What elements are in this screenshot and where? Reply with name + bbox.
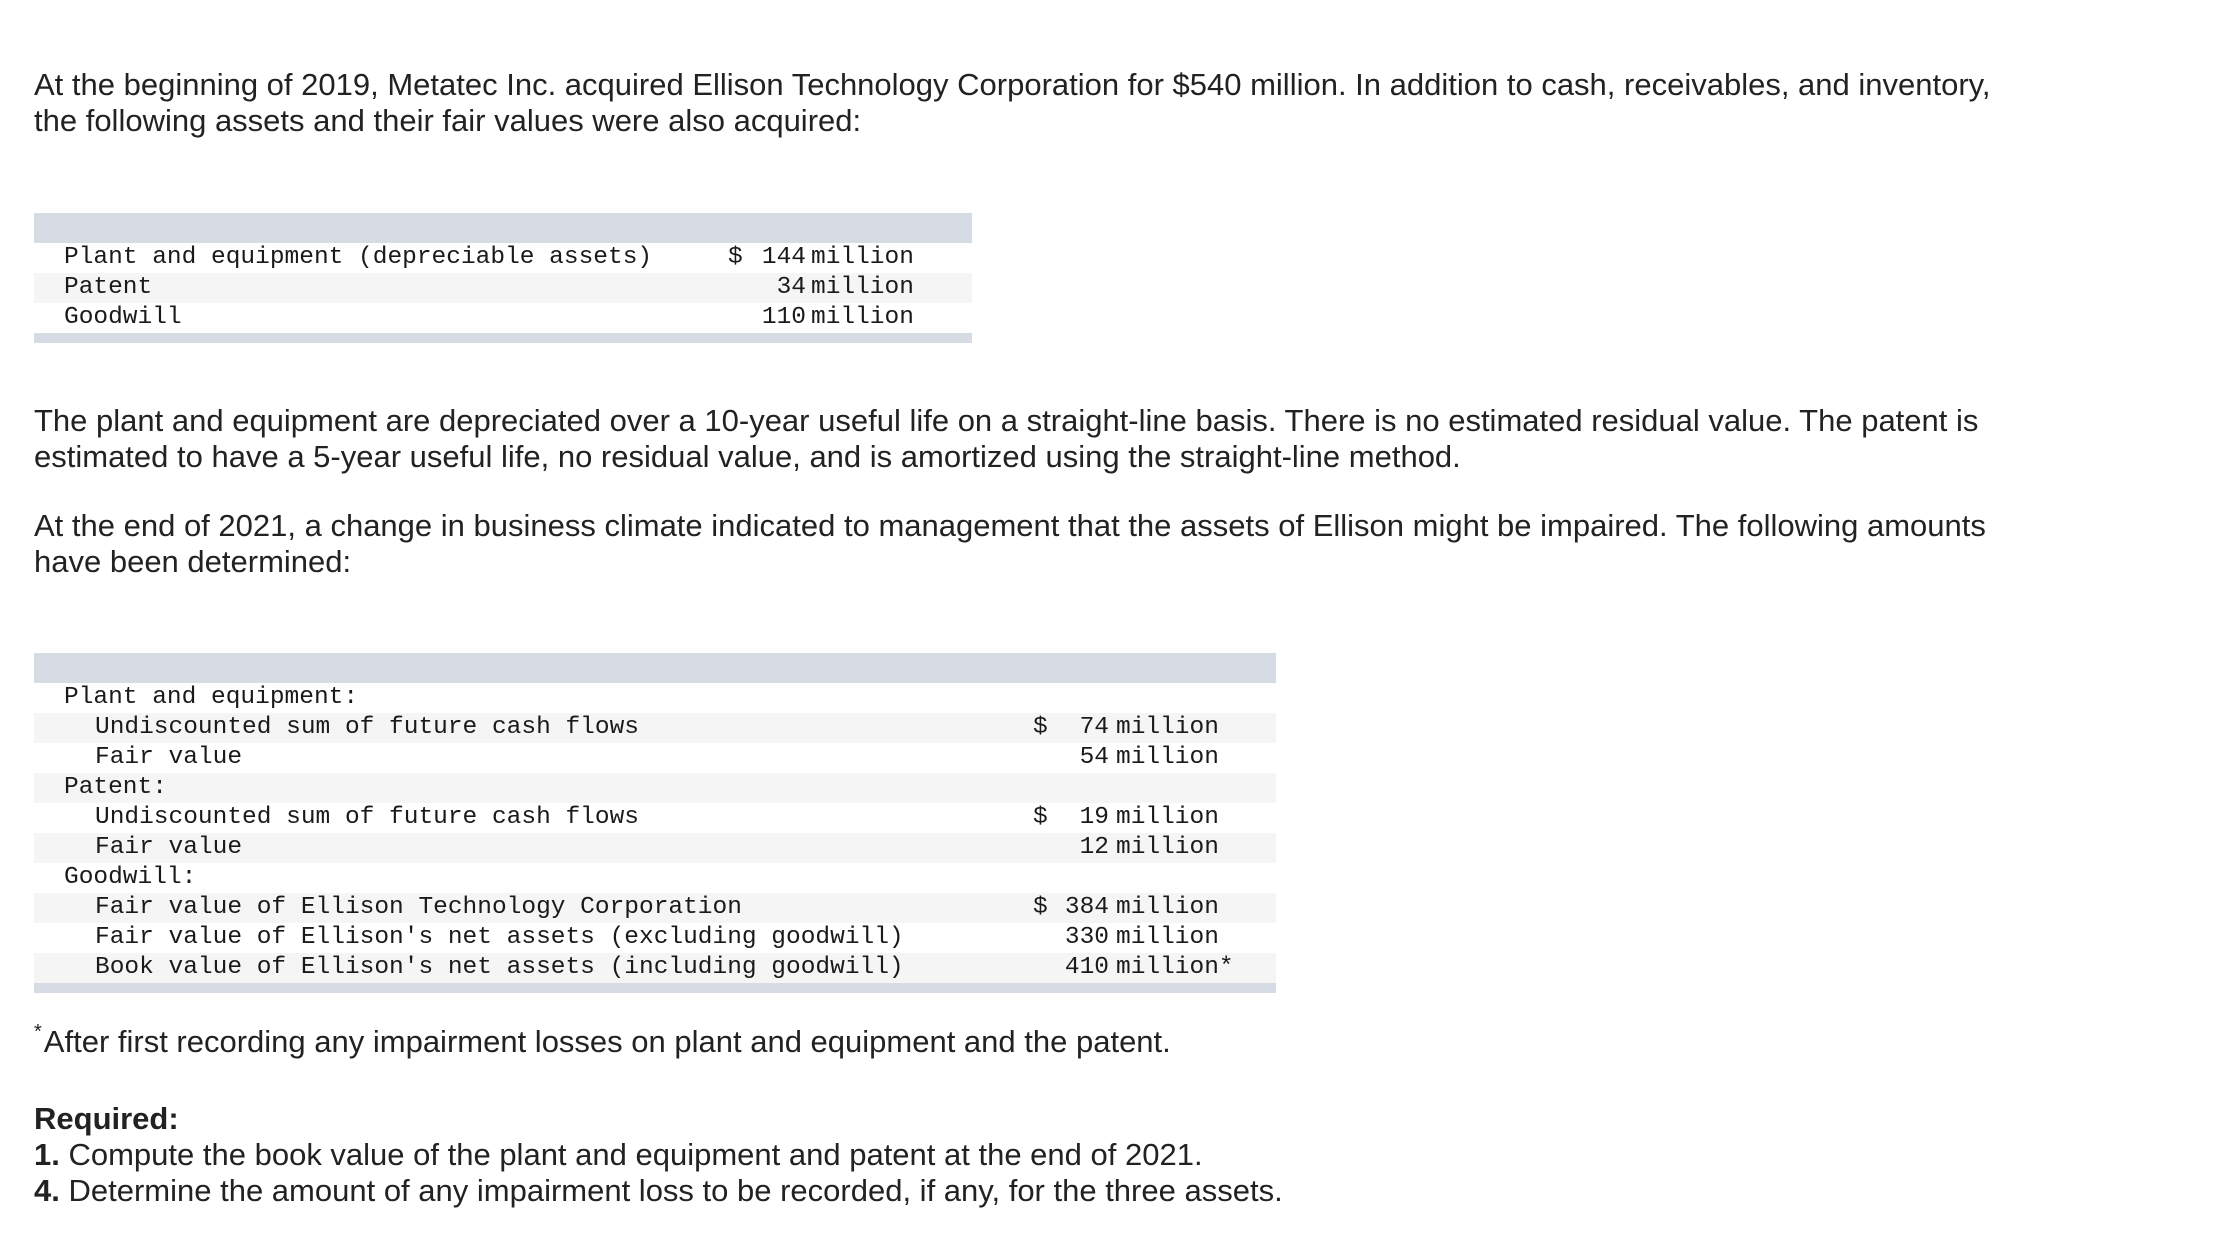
row-label: Undiscounted sum of future cash flows (95, 804, 639, 831)
section-label: Goodwill: (64, 864, 197, 891)
currency-symbol: $ (1033, 804, 1048, 831)
row-unit: million* (1116, 954, 1234, 981)
table-row (34, 713, 1276, 743)
row-label: Plant and equipment (depreciable assets) (64, 244, 653, 271)
row-label: Fair value (95, 744, 243, 771)
footnote-text: After first recording any impairment losses on plant and equipment and the patent. (43, 1024, 1171, 1059)
table-row (34, 743, 1276, 773)
required-label: Required: (34, 1101, 179, 1136)
row-amount: 34 (776, 274, 806, 301)
table-header-bar (34, 653, 1276, 683)
intro-paragraph: At the beginning of 2019, Metatec Inc. acquired Ellison Technology Corporation for $540 million. In addition to cash, receivables, and inventory, the following assets and their fair values were also acquired: (34, 67, 1991, 138)
row-amount: 330 (1064, 924, 1109, 951)
row-unit: million (811, 304, 914, 331)
table-row (34, 243, 972, 273)
table-row (34, 953, 1276, 983)
footnote (34, 1021, 1171, 1064)
table-header-bar (34, 213, 972, 243)
currency-symbol: $ (728, 244, 743, 271)
table-footer-bar (34, 333, 972, 343)
row-amount: 110 (761, 304, 806, 331)
requirement-text: Determine the amount of any impairment loss to be recorded, if any, for the three assets. (68, 1173, 1283, 1208)
row-unit: million (1116, 834, 1219, 861)
requirement-number: 4. (34, 1173, 60, 1208)
row-amount: 144 (761, 244, 806, 271)
table-row (34, 833, 1276, 863)
row-label: Book value of Ellison's net assets (including goodwill) (95, 954, 904, 981)
row-amount: 54 (1079, 744, 1109, 771)
requirement-item (34, 1137, 1203, 1173)
depreciation-paragraph: The plant and equipment are depreciated over a 10-year useful life on a straight-line basis. There is no estimated residual value. The patent is estimated to have a 5-year useful life, no residual value, and is amortized using the straight-line method. (34, 403, 1979, 474)
section-label: Patent: (64, 774, 167, 801)
row-unit: million (1116, 924, 1219, 951)
requirement-item (34, 1173, 1283, 1209)
table-row (34, 893, 1276, 923)
table-row (34, 773, 1276, 803)
row-amount: 74 (1079, 714, 1109, 741)
required-heading (34, 1101, 179, 1137)
currency-symbol: $ (1033, 894, 1048, 921)
table-row (34, 863, 1276, 893)
table-row (34, 683, 1276, 713)
row-amount: 410 (1064, 954, 1109, 981)
currency-symbol: $ (1033, 714, 1048, 741)
row-amount: 12 (1079, 834, 1109, 861)
section-label: Plant and equipment: (64, 684, 359, 711)
row-label: Fair value of Ellison Technology Corporation (95, 894, 742, 921)
row-label: Patent (64, 274, 153, 301)
row-unit: million (1116, 744, 1219, 771)
impairment-paragraph: At the end of 2021, a change in business climate indicated to management that the assets of Ellison might be impaired. The following amounts have been determined: (34, 508, 1986, 579)
row-amount: 384 (1064, 894, 1109, 921)
impairment-amounts-table (34, 653, 1276, 993)
requirement-text: Compute the book value of the plant and equipment and patent at the end of 2021. (68, 1137, 1203, 1172)
acquired-assets-table (34, 213, 972, 343)
requirement-number: 1. (34, 1137, 60, 1172)
row-label: Fair value (95, 834, 243, 861)
row-unit: million (811, 244, 914, 271)
row-label: Goodwill (64, 304, 182, 331)
row-unit: million (1116, 894, 1219, 921)
row-amount: 19 (1079, 804, 1109, 831)
row-label: Fair value of Ellison's net assets (excluding goodwill) (95, 924, 904, 951)
table-row (34, 923, 1276, 953)
table-footer-bar (34, 983, 1276, 993)
row-unit: million (1116, 714, 1219, 741)
row-label: Undiscounted sum of future cash flows (95, 714, 639, 741)
footnote-mark: * (34, 1021, 42, 1043)
table-row (34, 803, 1276, 833)
row-unit: million (811, 274, 914, 301)
table-row (34, 303, 972, 333)
row-unit: million (1116, 804, 1219, 831)
table-row (34, 273, 972, 303)
